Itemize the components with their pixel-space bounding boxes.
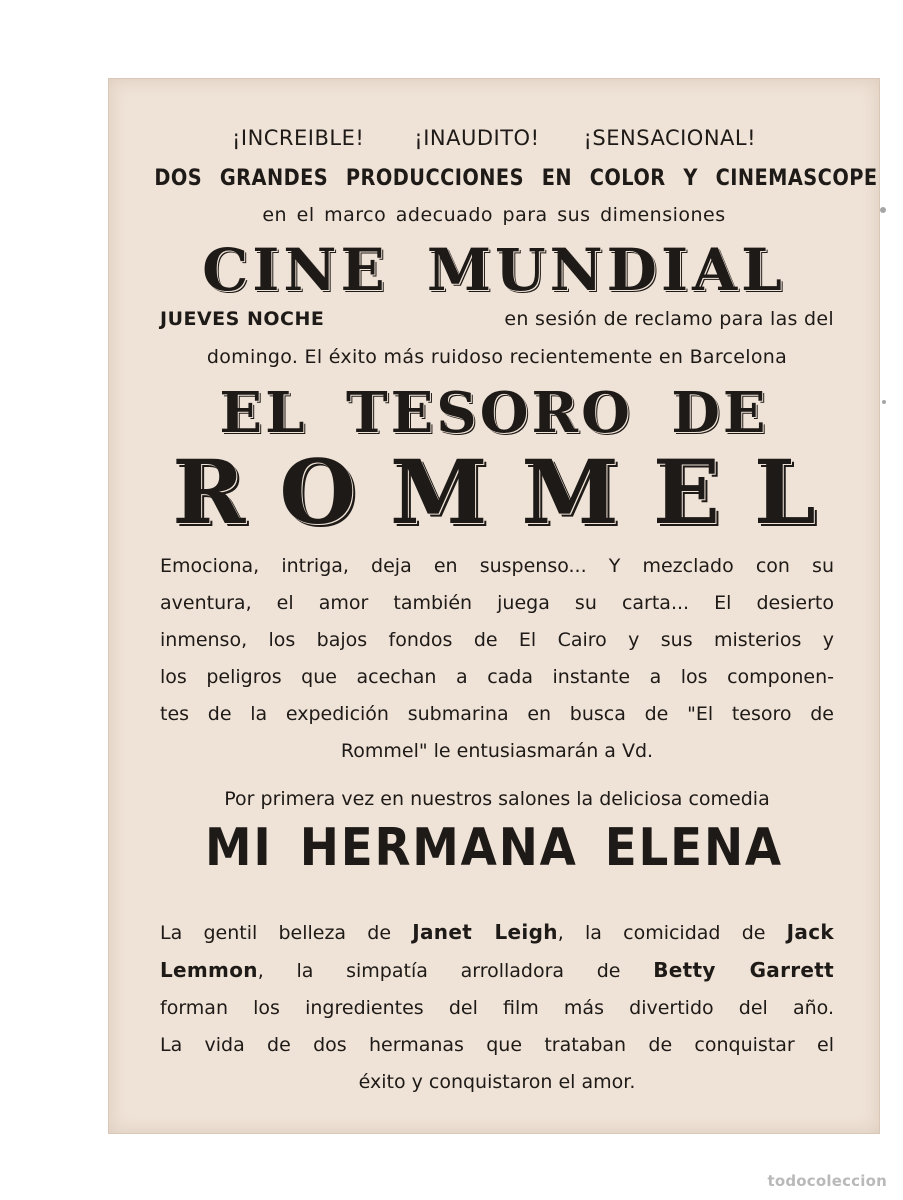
session-day: JUEVES NOCHE — [160, 308, 325, 330]
productions-headline: DOS GRANDES PRODUCCIONES EN COLOR Y CINEMASCOPE — [154, 166, 878, 191]
film1-desc-line: tes de la expedición submarina en busca de "El tesoro de — [160, 703, 834, 725]
actor-janet-leigh: Janet Leigh — [412, 920, 558, 944]
paper-speck — [882, 400, 886, 404]
text-fragment: La gentil belleza de — [160, 922, 392, 944]
film1-desc-line: Rommel" le entusiasmarán a Vd. — [340, 740, 654, 762]
text-fragment: , la simpatía arrolladora de — [257, 960, 621, 982]
film2-desc-line-3: forman los ingredientes del film más divertido del año. — [160, 997, 834, 1019]
film2-description — [160, 914, 834, 1101]
film1-title-line2: ROMMEL — [172, 440, 850, 544]
exclaim-sensational: ¡SENSACIONAL! — [583, 126, 757, 150]
exclaim-unheard: ¡INAUDITO! — [414, 126, 540, 150]
film2-intro: Por primera vez en nuestros salones la deliciosa comedia — [224, 788, 770, 810]
film2-desc-line-4: La vida de dos hermanas que trataban de conquistar el — [160, 1034, 834, 1056]
actor-jack-lemmon-first: Jack — [786, 920, 834, 944]
film2-desc-line-5: éxito y conquistaron el amor. — [358, 1071, 636, 1093]
film2-desc-line-2 — [160, 952, 834, 990]
film2-desc-line-1 — [160, 914, 834, 952]
film2-title: MI HERMANA ELENA — [205, 818, 783, 878]
exclaim-incredible: ¡INCREIBLE! — [231, 126, 365, 150]
session-line-2: domingo. El éxito más ruidoso recientemente en Barcelona — [206, 346, 788, 368]
dimensions-line: en el marco adecuado para sus dimensiones — [262, 204, 726, 226]
flyer-paper — [108, 78, 880, 1134]
film1-title-line1: EL TESORO DE — [219, 380, 769, 446]
session-line — [160, 308, 834, 330]
text-fragment: , la comicidad de — [557, 922, 766, 944]
cinema-name: CINE MUNDIAL — [202, 236, 786, 304]
film1-desc-line: aventura, el amor también juega su carta... El desierto — [160, 592, 834, 614]
watermark-text: todocoleccion — [767, 1172, 887, 1190]
film1-desc-line: los peligros que acechan a cada instante a los componen- — [160, 666, 834, 688]
film1-desc-line: Emociona, intriga, deja en suspenso... Y mezclado con su — [160, 555, 834, 577]
actor-jack-lemmon-last: Lemmon — [160, 958, 258, 982]
actor-betty-garrett: Betty Garrett — [653, 958, 835, 982]
session-detail: en sesión de reclamo para las del — [504, 308, 834, 330]
film1-description — [160, 548, 834, 770]
exclamation-header — [108, 126, 880, 150]
film1-desc-line: inmenso, los bajos fondos de El Cairo y sus misterios y — [160, 629, 834, 651]
paper-speck — [880, 207, 886, 213]
